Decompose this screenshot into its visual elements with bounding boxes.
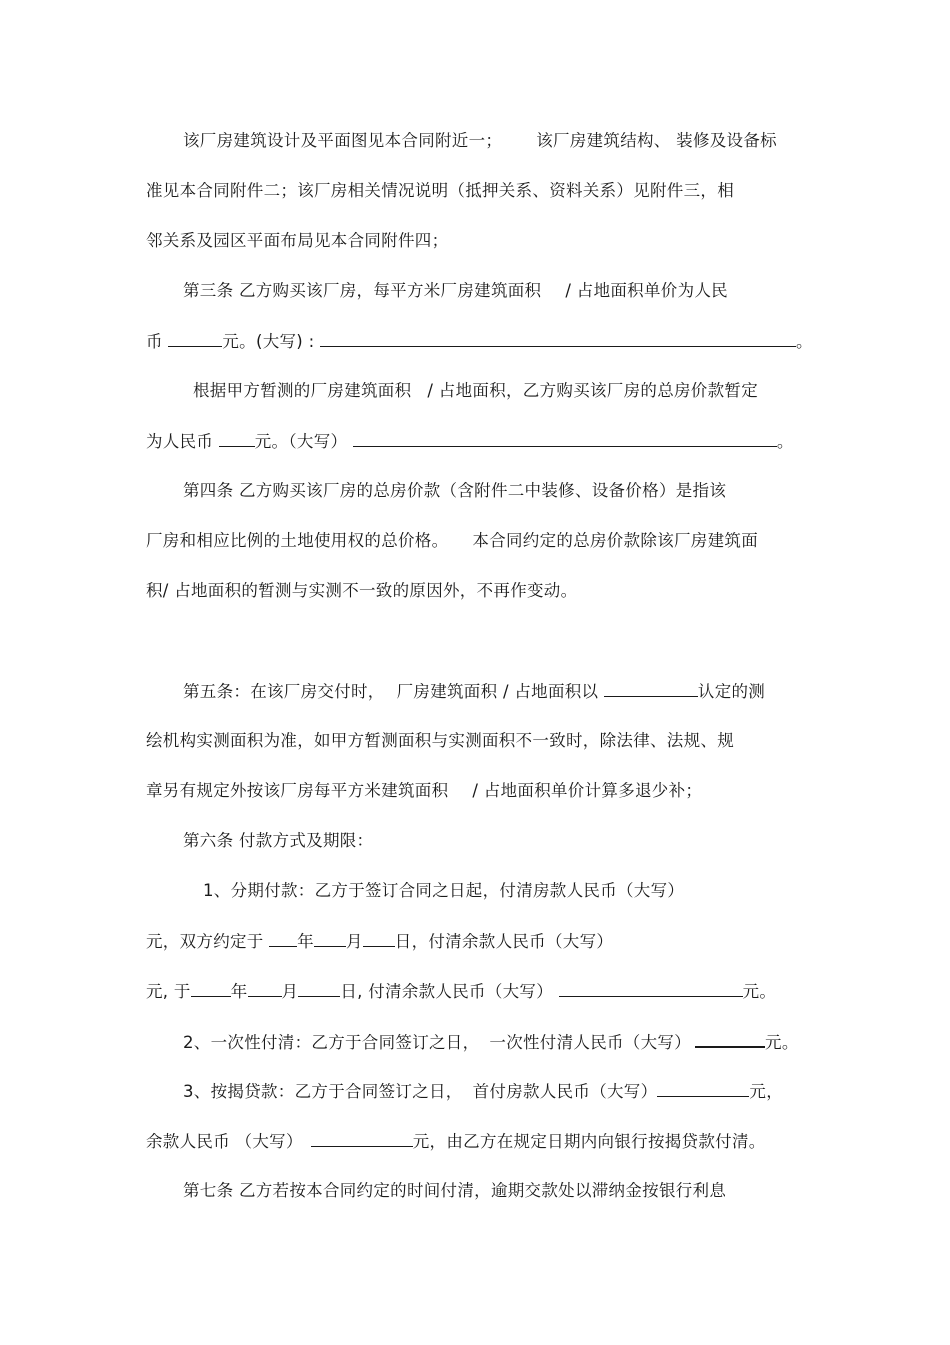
article-7-line: 第七条 乙方若按本合同约定的时间付清，逾期交款处以滞纳金按银行利息 (183, 1181, 727, 1200)
blank-field (298, 980, 340, 997)
paragraph-line: 绘机构实测面积为准，如甲方暂测面积与实测面积不一致时，除法律、法规、规 (146, 731, 734, 750)
article-3-line: 第三条 乙方购买该厂房，每平方米厂房建筑面积 / 占地面积单价为人民 (183, 281, 728, 300)
paragraph-line: 根据甲方暂测的厂房建筑面积 / 占地面积，乙方购买该厂房的总房价款暂定 (193, 381, 759, 400)
mortgage-line: 3、按揭贷款：乙方于合同签订之日， 首付房款人民币（大写） 元， (183, 1082, 784, 1101)
blank-field (168, 330, 222, 347)
total-price-line: 为人民币 元。（大写） 。 (146, 432, 794, 451)
blank-field (219, 430, 255, 447)
article-3-price-line: 币 元。(大写) : 。 (146, 332, 813, 351)
blank-field (559, 980, 743, 997)
blank-field (314, 930, 346, 947)
installment-date-line: 元, 于 年 月 日, 付清余款人民币（大写） 元。 (146, 982, 777, 1001)
article-6-heading: 第六条 付款方式及期限： (183, 831, 374, 850)
paragraph-line: 邻关系及园区平面布局见本合同附件四； (146, 231, 449, 250)
paragraph-line: 厂房和相应比例的土地使用权的总价格。 本合同约定的总房价款除该厂房建筑面 (146, 531, 759, 550)
lump-sum-line: 2、一次性付清：乙方于合同签订之日， 一次性付清人民币（大写） 元。 (183, 1030, 799, 1054)
blank-field (311, 1130, 413, 1147)
blank-field (363, 930, 395, 947)
paragraph-line: 积/ 占地面积的暂测与实测不一致的原因外，不再作变动。 (146, 581, 578, 600)
blank-field (657, 1080, 749, 1097)
paragraph-line: 章另有规定外按该厂房每平方米建筑面积 / 占地面积单价计算多退少补； (146, 781, 703, 800)
blank-field (353, 430, 777, 447)
blank-field (604, 680, 698, 697)
installment-line: 1、分期付款：乙方于签订合同之日起，付清房款人民币（大写） (203, 881, 685, 900)
blank-field (269, 930, 297, 947)
article-5-line: 第五条：在该厂房交付时， 厂房建筑面积 / 占地面积以 认定的测 (183, 682, 766, 701)
paragraph-line: 该厂房建筑设计及平面图见本合同附近一； 该厂房建筑结构、 装修及设备标 (183, 131, 777, 150)
blank-field (248, 980, 282, 997)
blank-field (191, 980, 231, 997)
installment-date-line: 元，双方约定于 年 月 日，付清余款人民币（大写） (146, 932, 614, 951)
blank-field (320, 330, 796, 347)
mortgage-balance-line: 余款人民币 （大写） 元，由乙方在规定日期内向银行按揭贷款付清。 (146, 1132, 766, 1151)
paragraph-line: 准见本合同附件二；该厂房相关情况说明（抵押关系、资料关系）见附件三，相 (146, 181, 734, 200)
blank-field (695, 1030, 765, 1048)
article-4-line: 第四条 乙方购买该厂房的总房价款（含附件二中装修、设备价格）是指该 (183, 481, 727, 500)
